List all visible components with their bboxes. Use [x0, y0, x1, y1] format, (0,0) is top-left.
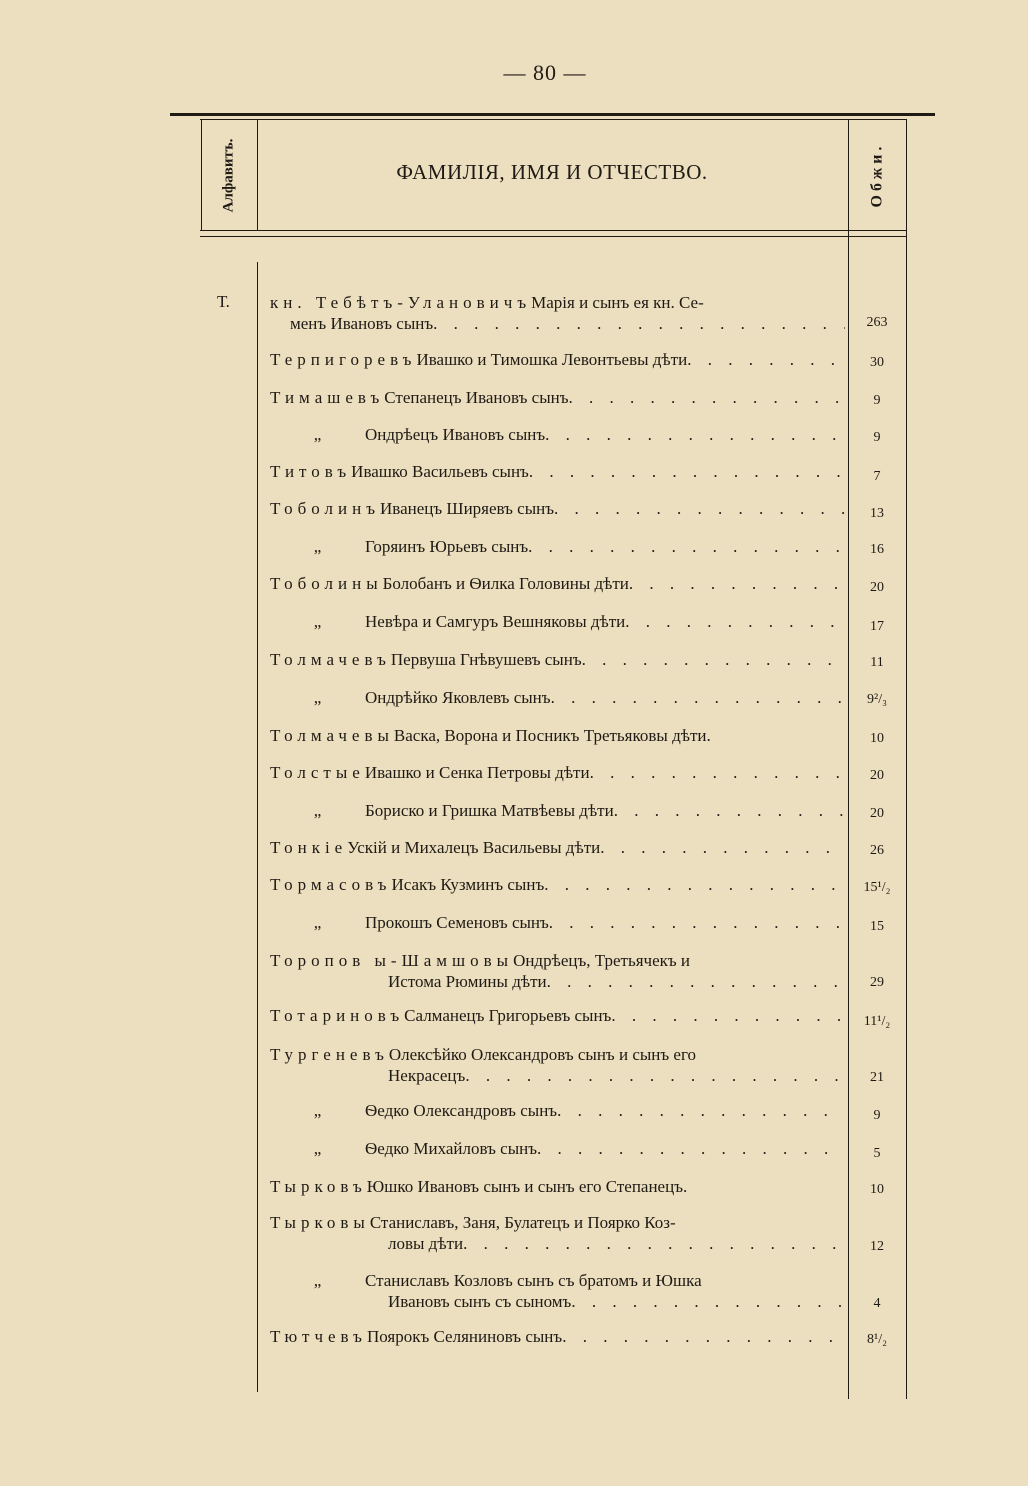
entry — [270, 1044, 845, 1086]
entry-text: Исакъ Кузминъ сынъ — [391, 875, 545, 894]
entry-text: Ускій и Михалецъ Васильевы дѣти — [347, 838, 601, 857]
entry — [270, 1005, 845, 1026]
dot-leader — [528, 536, 845, 557]
entry-obzhi: 9²/₃ — [867, 692, 887, 707]
ditto-mark: „ — [313, 1271, 322, 1290]
entry-line — [270, 611, 845, 632]
entry-obzhi: 7 — [873, 469, 881, 484]
dot-leader — [582, 649, 845, 670]
entry-line — [270, 1270, 845, 1291]
entry — [270, 912, 845, 933]
entry-obzhi: 16 — [870, 542, 884, 557]
entry-text: Иванецъ Ширяевъ сынъ — [380, 499, 555, 518]
page-number: — 80 — — [503, 60, 587, 85]
entry-surname: Толмачевъ — [270, 650, 391, 669]
entry-line-continued — [270, 1233, 845, 1254]
entry — [270, 387, 845, 408]
ditto-mark: „ — [313, 1139, 322, 1158]
entry-obzhi: 21 — [870, 1070, 884, 1085]
entry-text: Марія и сынъ ея кн. Се- — [531, 293, 704, 312]
entry-surname: Тотариновъ — [270, 1006, 405, 1025]
entry-text: Горяинъ Юрьевъ сынъ — [365, 537, 529, 556]
entry-text: Поярокъ Селяниновъ сынъ — [366, 1327, 563, 1346]
entry-line — [270, 461, 845, 482]
entry — [270, 800, 845, 821]
ditto-mark: „ — [313, 1101, 322, 1120]
header-alphabet-label: Алфавитъ. — [220, 138, 237, 212]
entry — [270, 687, 845, 708]
entry-surname: Торопов ы-Шамшовы — [270, 951, 514, 970]
ditto-mark: „ — [313, 612, 322, 631]
entry-line — [270, 498, 845, 519]
dot-leader — [545, 424, 845, 445]
dot-leader — [611, 1005, 845, 1026]
entry-text: Ивашко и Тимошка Левонтьевы дѣти — [416, 350, 688, 369]
dot-leader — [600, 837, 845, 858]
header-rule-thin — [200, 236, 906, 237]
entry — [270, 536, 845, 557]
entry-line — [270, 424, 845, 445]
entry — [270, 498, 845, 519]
ditto-mark: „ — [313, 801, 322, 820]
entry-surname: Терпигоревъ — [270, 350, 417, 369]
entry-text-continued: Истома Рюмины дѣти — [388, 972, 547, 991]
dot-leader — [433, 313, 845, 334]
column-divider-right — [906, 119, 907, 1399]
entry-obzhi: 12 — [870, 1239, 884, 1254]
entry-surname: Тормасовъ — [270, 875, 392, 894]
entry — [270, 950, 845, 992]
entry — [270, 762, 845, 783]
entry-line-continued — [270, 313, 845, 334]
dot-leader — [537, 1138, 845, 1159]
entry-line — [270, 912, 845, 933]
dot-leader — [529, 461, 845, 482]
entry-line — [270, 1176, 845, 1197]
entry — [270, 424, 845, 445]
entry-line — [270, 725, 845, 746]
entry — [270, 292, 845, 334]
entry-text: Прокошъ Семеновъ сынъ — [365, 913, 549, 932]
entry-surname: Тонкіе — [270, 838, 348, 857]
header-obzhi-label: Обжи. — [868, 142, 885, 208]
entry-surname: Тургеневъ — [270, 1045, 389, 1064]
dot-leader — [625, 611, 845, 632]
entry-line-continued — [270, 1065, 845, 1086]
entry-line — [270, 1005, 845, 1026]
entry-surname: Тоболины — [270, 574, 383, 593]
dot-leader — [465, 1065, 845, 1086]
column-divider-alphabet — [257, 262, 258, 1392]
entry-obzhi: 10 — [870, 731, 884, 746]
entry-line — [270, 1138, 845, 1159]
entry-obzhi: 263 — [866, 315, 888, 330]
dot-leader — [551, 687, 845, 708]
entry-obzhi: 15 — [870, 919, 884, 934]
entry-line — [270, 800, 845, 821]
section-letter: Т. — [217, 292, 230, 311]
entry-surname: Титовъ — [270, 462, 352, 481]
entry-obzhi: 11 — [870, 655, 884, 670]
entry — [270, 874, 845, 895]
entry-text: Ѳедко Михайловъ сынъ — [365, 1139, 538, 1158]
top-rule-thin — [200, 119, 906, 120]
dot-leader — [557, 1100, 845, 1121]
header-obzhi — [849, 120, 905, 230]
entry-line — [270, 1326, 845, 1347]
dot-leader — [629, 573, 845, 594]
entry-obzhi: 9 — [873, 1108, 881, 1123]
entry-text: Васка, Ворона и Посникъ Третьяковы дѣти. — [393, 726, 711, 745]
entry-text: Бориско и Гришка Матвѣевы дѣти — [365, 801, 614, 820]
dot-leader — [571, 1291, 845, 1312]
header-rule — [200, 230, 906, 231]
entry-line-continued — [270, 1291, 845, 1312]
entry-line — [270, 950, 845, 971]
entry — [270, 611, 845, 632]
dot-leader — [614, 800, 845, 821]
entry-line — [270, 762, 845, 783]
entry-text: Олексѣйко Олександровъ сынъ и сынъ его — [388, 1045, 697, 1064]
entry-obzhi: 26 — [870, 843, 884, 858]
entry-line — [270, 687, 845, 708]
entry-obzhi: 5 — [873, 1146, 881, 1161]
entry-obzhi: 20 — [870, 806, 884, 821]
entry-line — [270, 837, 845, 858]
dot-leader — [687, 349, 845, 370]
entry-text: Ѳедко Олександровъ сынъ — [365, 1101, 558, 1120]
dot-leader — [590, 762, 845, 783]
entry-obzhi: 8¹/₂ — [867, 1332, 887, 1347]
entry-text: Ондрѣецъ Ивановъ сынъ — [365, 425, 546, 444]
entry-surname: Тютчевъ — [270, 1327, 367, 1346]
entry-surname: Тырковы — [270, 1213, 370, 1232]
entry-line — [270, 292, 845, 313]
entry-line — [270, 387, 845, 408]
entry — [270, 573, 845, 594]
entry-surname: Тоболинъ — [270, 499, 381, 518]
entry-text: Ивашко Васильевъ сынъ — [351, 462, 529, 481]
entry-text: Ондрѣйко Яковлевъ сынъ — [365, 688, 551, 707]
column-divider-obzhi — [848, 119, 849, 1399]
header-alphabet — [203, 120, 255, 230]
dot-leader — [463, 1233, 845, 1254]
entry-text-continued: менъ Ивановъ сынъ — [290, 314, 434, 333]
entry-text: Степанецъ Ивановъ сынъ — [384, 388, 569, 407]
entry-line — [270, 1212, 845, 1233]
entry-line-continued — [270, 971, 845, 992]
entry — [270, 461, 845, 482]
entry-obzhi: 20 — [870, 580, 884, 595]
entry-obzhi: 13 — [870, 506, 884, 521]
entry-text: Первуша Гнѣвушевъ сынъ — [390, 650, 582, 669]
entry-obzhi: 17 — [870, 619, 884, 634]
entry-text: Станиславъ, Заня, Булатецъ и Поярко Коз- — [369, 1213, 676, 1232]
entry-obzhi: 11¹/₂ — [863, 1014, 891, 1029]
dot-leader — [549, 912, 845, 933]
entry-text: Болобанъ и Ѳилка Головины дѣти — [382, 574, 629, 593]
dot-leader — [544, 874, 845, 895]
entry — [270, 725, 845, 746]
entry-line — [270, 874, 845, 895]
top-rule — [170, 113, 935, 116]
ditto-mark: „ — [313, 913, 322, 932]
entry — [270, 349, 845, 370]
ditto-mark: „ — [313, 537, 322, 556]
entry-text: Невѣра и Самгуръ Вешняковы дѣти — [365, 612, 626, 631]
entry-text-continued: Ивановъ сынъ съ сыномъ — [388, 1292, 572, 1311]
entry — [270, 1176, 845, 1197]
entry-obzhi: 9 — [873, 430, 881, 445]
entry — [270, 1326, 845, 1347]
entry-surname: Тырковъ — [270, 1177, 367, 1196]
entry-surname: Толстые — [270, 763, 365, 782]
entry — [270, 1270, 845, 1312]
dot-leader — [562, 1326, 845, 1347]
entry-line — [270, 649, 845, 670]
ditto-mark: „ — [313, 425, 322, 444]
entry-line — [270, 1100, 845, 1121]
dot-leader — [547, 971, 845, 992]
column-divider-left — [201, 119, 202, 231]
ditto-mark: „ — [313, 688, 322, 707]
entry — [270, 1138, 845, 1159]
entry-obzhi: 30 — [870, 355, 884, 370]
dot-leader — [554, 498, 845, 519]
entry-text: Ондрѣецъ, Третьячекъ и — [513, 951, 691, 970]
entry-text: Станиславъ Козловъ сынъ съ братомъ и Юшка — [365, 1271, 702, 1290]
entry — [270, 1100, 845, 1121]
header-name: ФАМИЛІЯ, ИМЯ И ОТЧЕСТВО. — [396, 160, 708, 184]
entry-surname: Толмачевы — [270, 726, 394, 745]
entry-line — [270, 349, 845, 370]
entry-obzhi: 15¹/₂ — [863, 880, 891, 895]
entry — [270, 837, 845, 858]
entry-obzhi: 20 — [870, 768, 884, 783]
entry-line — [270, 573, 845, 594]
entry-surname: кн. Тебѣтъ-Улановичъ — [270, 293, 532, 312]
dot-leader — [569, 387, 845, 408]
entry — [270, 649, 845, 670]
entry-line — [270, 536, 845, 557]
entry-obzhi: 9 — [873, 393, 881, 408]
entry-obzhi: 29 — [870, 975, 884, 990]
entry-obzhi: 4 — [873, 1296, 881, 1311]
entry-text: Салманецъ Григорьевъ сынъ — [404, 1006, 612, 1025]
entry-text-continued: Некрасецъ — [388, 1066, 466, 1085]
entry-text: Ивашко и Сенка Петровы дѣти — [364, 763, 590, 782]
entry-text-continued: ловы дѣти — [388, 1234, 464, 1253]
entry-obzhi: 10 — [870, 1182, 884, 1197]
entry — [270, 1212, 845, 1254]
entry-text: Юшко Ивановъ сынъ и сынъ его Степанецъ. — [366, 1177, 688, 1196]
entry-surname: Тимашевъ — [270, 388, 385, 407]
entry-line — [270, 1044, 845, 1065]
